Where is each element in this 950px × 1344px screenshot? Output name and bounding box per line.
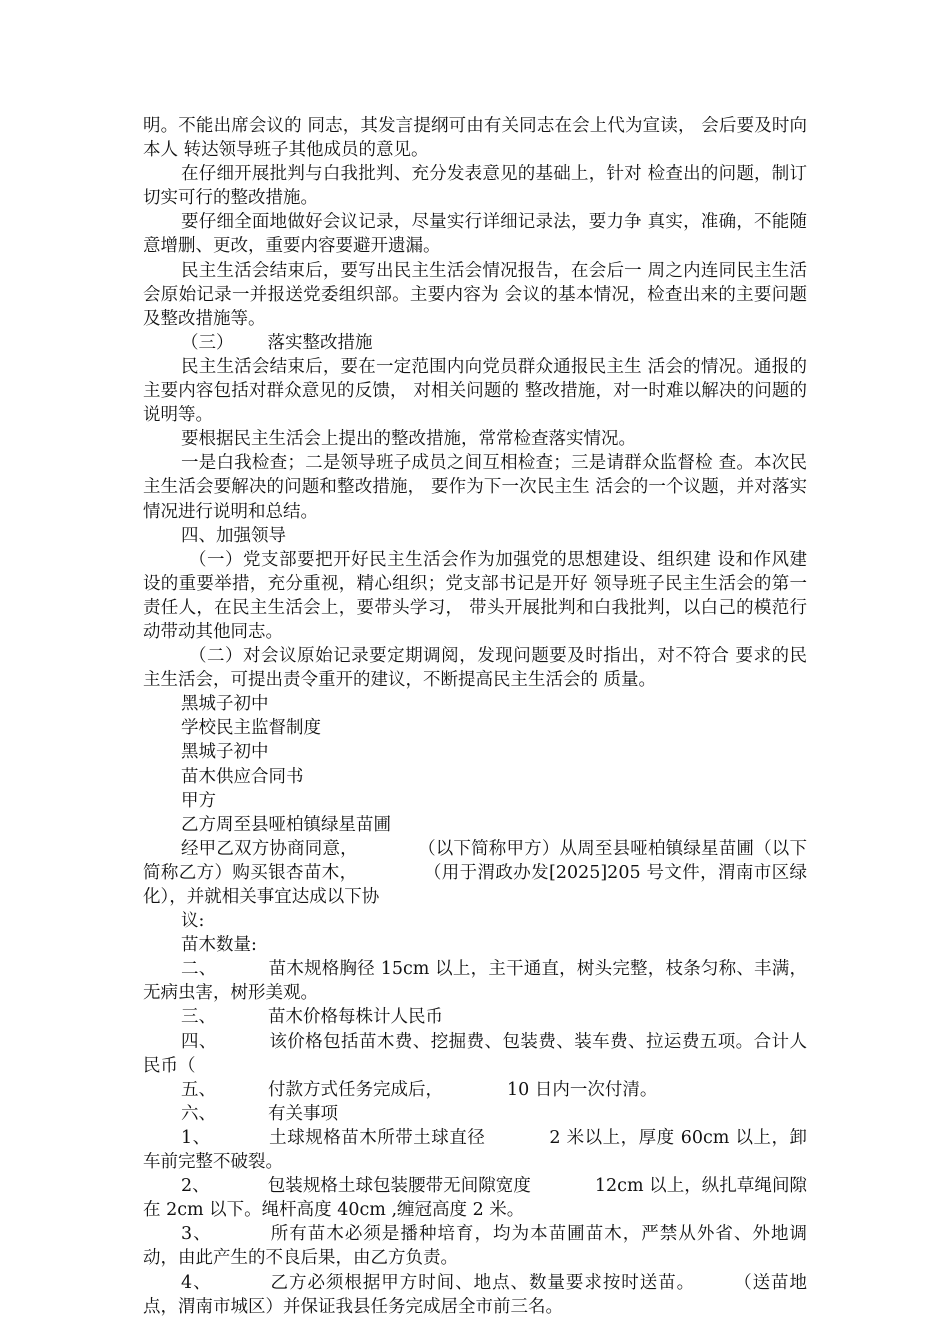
paragraph: 经甲乙双方协商同意， （以下简称甲方）从周至县哑柏镇绿星苗圃（以下简称乙方）购买银杏苗木， （用于渭政办发[2025]205 号文件，渭南市区绿化），并就相关事宜达成以下协: [143, 838, 808, 907]
clause: [143, 1030, 807, 1078]
clause: [143, 1102, 807, 1126]
clause: [143, 1174, 807, 1222]
paragraph-text: 民主生活会结束后，要写出民主生活会情况报告，在会后一 周之内连同民主生活会原始记录一并报送党委组织部。主要内容为 会议的基本情况，检查出来的主要问题及整改措施等。: [143, 260, 807, 329]
paragraph: [143, 644, 807, 692]
paragraph-text: 在仔细开展批判与白我批判、充分发表意见的基础上，针对 检查出的问题，制订切实可行的整改措施。: [143, 164, 807, 209]
party-a: 甲方: [181, 790, 216, 811]
section-title: 四、加强领导: [181, 525, 286, 546]
paragraph: [143, 451, 807, 523]
clause-text: 付款方式任务完成后，: [268, 1079, 443, 1100]
clause-text: 苗木规格胸径 15cm 以上，主干通直，树头完整，枝条匀称、丰满，无病虫害，树形美观。: [143, 959, 807, 1004]
clause-text: 2 米以上，厚度 60cm 以上，卸车前完整不破裂。: [143, 1127, 808, 1173]
paragraph: 议:: [181, 911, 205, 932]
section-heading: [143, 331, 807, 355]
clause: [143, 1126, 807, 1174]
clause: [143, 1222, 807, 1270]
clause-number: 二、: [181, 959, 217, 980]
paragraph: 苗木数量:: [181, 935, 257, 956]
clause-text: 该价格包括苗木费、挖掘费、包装费、装车费、拉运费五项。合计人民币（: [143, 1031, 807, 1076]
clause-text: 10 日内一次付清。: [507, 1079, 658, 1100]
clause-number: 4、: [181, 1272, 212, 1293]
clause: [143, 1005, 807, 1029]
clause-text: 有关事项: [268, 1103, 338, 1124]
clause-text: 土球规格苗木所带土球直径: [268, 1127, 486, 1148]
document-body: [143, 114, 807, 1319]
clause-text: 乙方必须根据甲方时间、地点、数量要求按时送苗。: [269, 1272, 696, 1293]
paragraph: [143, 427, 807, 451]
section-number: （三）: [181, 332, 234, 353]
paragraph-text: 要仔细全面地做好会议记录，尽量实行详细记录法，要力争 真实，准确，不能随意增删、更改，重要内容要避开遗漏。: [143, 212, 807, 257]
clause-text: 12cm 以上，纵扎草绳间隙在 2cm 以下。绳杆高度 40cm ,缠冠高度 2 米。: [143, 1176, 807, 1221]
paragraph-text: 一是白我检查；二是领导班子成员之间互相检查；三是请群众监督检 查。本次民主生活会要解决的问题和整改措施， 要作为下一次民主生 活会的一个议题，并对落实情况进行说明和总结。: [143, 453, 807, 522]
clause-number: 六、: [181, 1103, 216, 1124]
paragraph: [143, 548, 807, 644]
party-b: 乙方周至县哑柏镇绿星苗圃: [181, 814, 391, 835]
clause-number: 1、: [181, 1127, 211, 1148]
paragraph: [143, 114, 807, 162]
paragraph-text: 民主生活会结束后，要在一定范围内向党员群众通报民主生 活会的情况。通报的主要内容包括对群众意见的反馈， 对相关问题的 整改措施，对一时难以解决的问题的说明等。: [143, 356, 807, 426]
clause-text: 苗木价格每株计人民币: [268, 1007, 443, 1028]
clause: [143, 1078, 807, 1102]
clause: [143, 1271, 807, 1319]
clause-text: 包装规格土球包装腰带无间隙宽度: [267, 1176, 531, 1197]
paragraph: [143, 162, 807, 210]
paragraph: [143, 210, 807, 258]
clause-number: 三、: [181, 1007, 216, 1028]
paragraph-text: （一）党支部要把开好民主生活会作为加强党的思想建设、组织建 设和作风建设的重要举措，充分重视，精心组织；党支部书记是开好 领导班子民主生活会的第一责任人，在民主生活会上，要带头学习， 带头开展批判和白我批判，以白己的模范行动带动其他同志。: [143, 549, 807, 642]
section-heading: [143, 524, 807, 548]
paragraph-text: 明。不能出席会议的 同志，其发言提纲可由有关同志在会上代为宣读， 会后要及时向本人 转达领导班子其他成员的意见。: [143, 116, 807, 161]
school-name: 黑城子初中: [181, 694, 269, 715]
clause-number: 3、: [181, 1224, 212, 1245]
clause: [143, 957, 807, 1005]
paragraph: [143, 355, 807, 427]
contract-title: 苗木供应合同书: [181, 766, 304, 787]
clause-number: 五、: [181, 1079, 216, 1100]
clause-number: 2、: [181, 1176, 210, 1197]
clause-text: （送苗地点，渭南市城区）并保证我县任务完成居全市前三名。: [143, 1272, 808, 1317]
clause-number: 四、: [181, 1031, 217, 1052]
section-title: 落实整改措施: [267, 332, 373, 353]
paragraph-text: 要根据民主生活会上提出的整改措施，常常检查落实情况。: [181, 429, 636, 450]
paragraph-text: （二）对会议原始记录要定期调阅，发现问题要及时指出，对不符合 要求的民主生活会，可提出责令重开的建议，不断提高民主生活会的 质量。: [143, 646, 807, 691]
clause-text: 所有苗木必须是播种培育，均为本苗圃苗木，严禁从外省、外地调动，由此产生的不良后果，由乙方负责。: [143, 1224, 808, 1269]
paragraph: [143, 259, 807, 331]
document-title: 学校民主监督制度: [181, 718, 321, 739]
school-name: 黑城子初中: [181, 742, 269, 763]
